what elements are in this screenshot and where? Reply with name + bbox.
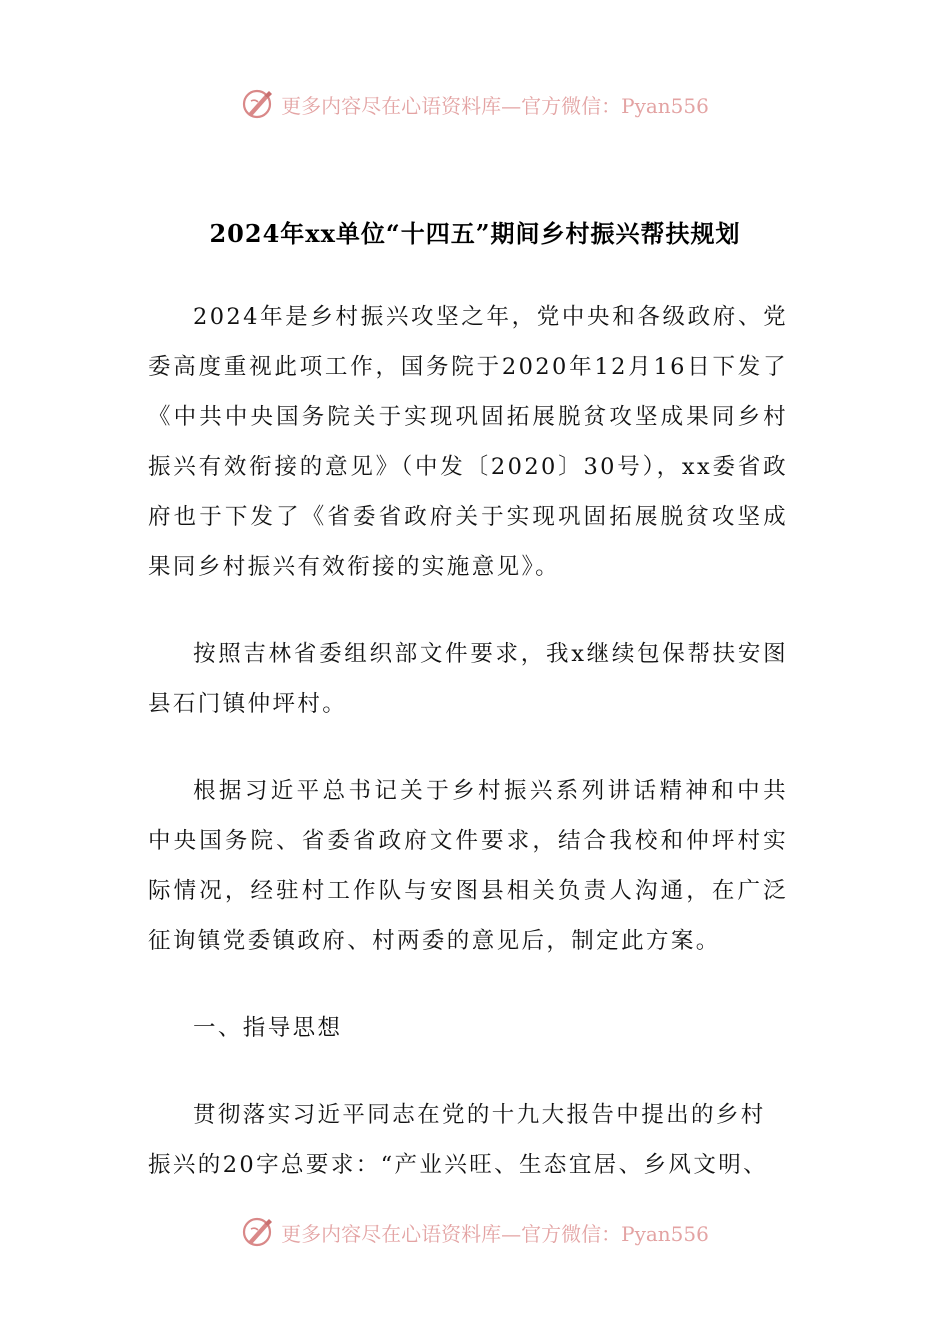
body-paragraph-2: 按照吉林省委组织部文件要求，我x继续包保帮扶安图县石门镇仲坪村。 — [148, 641, 788, 717]
watermark-text: 更多内容尽在心语资料库—官方微信：Pyan556 — [281, 1221, 709, 1246]
section-paragraph: 贯彻落实习近平同志在党的十九大报告中提出的乡村振兴的20字总要求：“产业兴旺、生态宜居、乡风文明、 — [148, 1102, 769, 1178]
watermark-text: 更多内容尽在心语资料库—官方微信：Pyan556 — [281, 93, 709, 118]
body-paragraph-3: 根据习近平总书记关于乡村振兴系列讲话精神和中共中央国务院、省委省政府文件要求，结合我校和仲坪村实际情况，经驻村工作队与安图县相关负责人沟通，在广泛征询镇党委镇政府、村两委的意见后，制定此方案。 — [148, 778, 788, 954]
document-title: 2024年xx单位“十四五”期间乡村振兴帮扶规划 — [209, 219, 741, 248]
header-watermark — [0, 84, 950, 124]
pen-circle-logo-icon — [241, 87, 275, 121]
section-heading: 一、指导思想 — [193, 1015, 343, 1041]
footer-watermark — [0, 1212, 950, 1252]
document-body — [148, 292, 788, 1190]
body-paragraph-1: 2024年是乡村振兴攻坚之年，党中央和各级政府、党委高度重视此项工作，国务院于2020年12月16日下发了《中共中央国务院关于实现巩固拓展脱贫攻坚成果同乡村振兴有效衔接的意见》（中发〔2020〕30号），xx委省政府也于下发了《省委省政府关于实现巩固拓展脱贫攻坚成果同乡村振兴有效衔接的实施意见》。 — [148, 304, 788, 580]
pen-circle-logo-icon — [241, 1215, 275, 1249]
